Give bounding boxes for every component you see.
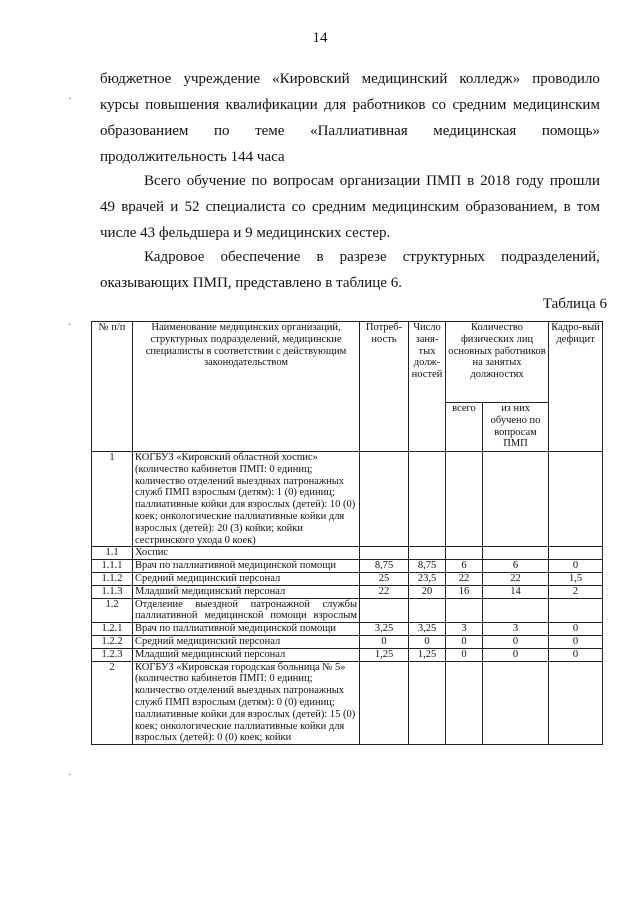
cell-num: 1.2.1: [92, 623, 133, 636]
table-row: [92, 560, 603, 573]
word: обучение: [186, 173, 246, 189]
cell-deficit: 0: [549, 560, 603, 573]
word: медицинская: [433, 123, 517, 139]
cell-name: Врач по паллиативной медицинской помощи: [133, 623, 360, 636]
word: «Паллиативная: [310, 123, 408, 139]
word: ПМП: [426, 173, 462, 189]
cell-num: 1.2.2: [92, 635, 133, 648]
word: разрезе: [339, 249, 387, 265]
table-row: [92, 661, 603, 745]
cell-positions: 8,75: [409, 560, 446, 573]
word: помощь»: [541, 123, 600, 139]
cell-trained: 0: [483, 635, 549, 648]
cell-need: 3,25: [360, 623, 409, 636]
word: медицинский: [361, 71, 448, 87]
cell-total: [446, 661, 483, 745]
cell-total: 0: [446, 635, 483, 648]
cell-num: 1.2.3: [92, 648, 133, 661]
word: «Кировский: [272, 71, 350, 87]
cell-deficit: 0: [549, 623, 603, 636]
paragraph-line: [100, 194, 600, 220]
table-row: [92, 452, 603, 547]
paragraph-line: [100, 92, 600, 118]
cell-positions: [409, 547, 446, 560]
table-row: [92, 598, 603, 623]
word: Всего: [144, 173, 181, 189]
header-name: Наименование медицинских организаций, структурных подразделений, медицинские специалисты в соответствии с действующим законодательством: [133, 322, 360, 452]
word: подразделений,: [501, 249, 600, 265]
cell-need: 25: [360, 572, 409, 585]
cell-deficit: [549, 547, 603, 560]
word: проводило: [532, 71, 600, 87]
cell-trained: 3: [483, 623, 549, 636]
word: курсы: [100, 97, 139, 113]
cell-total: 16: [446, 585, 483, 598]
word: образованием: [100, 123, 189, 139]
cell-trained: 22: [483, 572, 549, 585]
cell-name: Средний медицинский персонал: [133, 635, 360, 648]
cell-num: 1.2: [92, 598, 133, 623]
cell-trained: [483, 452, 549, 547]
word: колледж»: [459, 71, 521, 87]
table-row: [92, 648, 603, 661]
word: по: [251, 173, 268, 189]
word: обеспечение: [220, 249, 301, 265]
cell-name: Младший медицинский персонал: [133, 648, 360, 661]
word: бюджетное: [100, 71, 172, 87]
cell-trained: 14: [483, 585, 549, 598]
cell-deficit: [549, 452, 603, 547]
table-row: [92, 547, 603, 560]
word: в: [316, 249, 324, 265]
cell-positions: [409, 452, 446, 547]
word: прошли: [549, 173, 600, 189]
word: медицинским: [512, 97, 600, 113]
table-row: [92, 635, 603, 648]
scan-mark: ·: [68, 94, 72, 105]
cell-num: 1.1.3: [92, 585, 133, 598]
cell-trained: 6: [483, 560, 549, 573]
table-header-row: [92, 322, 603, 403]
cell-need: [360, 547, 409, 560]
paragraph-line: [100, 244, 600, 270]
word: том: [576, 199, 600, 215]
scan-mark: ·: [68, 320, 72, 331]
cell-need: 0: [360, 635, 409, 648]
word: медицинским: [371, 199, 460, 215]
header-positions: Число заня-тых долж-ностей: [409, 322, 446, 452]
cell-deficit: 1,5: [549, 572, 603, 585]
cell-need: 1,25: [360, 648, 409, 661]
paragraph-line: [100, 118, 600, 144]
word: средним: [311, 199, 366, 215]
cell-deficit: 0: [549, 648, 603, 661]
paragraph-line: числе 43 фельдшера и 9 медицинских сестер.: [100, 225, 391, 241]
word: квалификации: [225, 97, 318, 113]
cell-positions: [409, 661, 446, 745]
word: для: [324, 97, 347, 113]
word: теме: [255, 123, 285, 139]
cell-positions: 23,5: [409, 572, 446, 585]
cell-deficit: [549, 598, 603, 623]
header-deficit: Кадро-вый дефицит: [549, 322, 603, 452]
cell-trained: [483, 661, 549, 745]
word: структурных: [402, 249, 486, 265]
cell-num: 1.1.1: [92, 560, 133, 573]
cell-num: 1.1.2: [92, 572, 133, 585]
paragraph-line: продолжительность 144 часа: [100, 149, 285, 165]
cell-need: 8,75: [360, 560, 409, 573]
cell-need: [360, 452, 409, 547]
word: в: [563, 199, 571, 215]
cell-name: Врач по паллиативной медицинской помощи: [133, 560, 360, 573]
paragraph-2: [100, 168, 600, 246]
word: врачей: [121, 199, 165, 215]
word: и: [170, 199, 179, 215]
page-number: 14: [312, 30, 328, 46]
cell-positions: [409, 598, 446, 623]
cell-deficit: 0: [549, 635, 603, 648]
cell-trained: [483, 598, 549, 623]
word: 49: [100, 199, 115, 215]
word: со: [291, 199, 306, 215]
cell-name: Отделение выездной патронажной службы паллиативной медицинской помощи взрослым: [133, 598, 360, 623]
cell-total: [446, 547, 483, 560]
cell-name: КОГБУЗ «Кировский областной хоспис» (количество кабинетов ПМП: 0 единиц; количество отделений выездных патронажных служб ПМП взрослым (детям): 1 (0) единиц; паллиативные койки для взрослых (детей): 10 (0) коек; онкологические паллиативные койки для взрослых (детей): 20 (3) койки; койки сестринского ухода 0 коек): [133, 452, 360, 547]
cell-total: 0: [446, 648, 483, 661]
header-total: всего: [446, 403, 483, 452]
cell-total: [446, 452, 483, 547]
cell-trained: 0: [483, 648, 549, 661]
cell-need: [360, 598, 409, 623]
cell-total: 3: [446, 623, 483, 636]
paragraph-3: [100, 244, 600, 296]
staffing-table: [91, 321, 603, 745]
paragraph-line: [100, 66, 600, 92]
word: образованием,: [465, 199, 558, 215]
cell-num: 1.1: [92, 547, 133, 560]
cell-num: 1: [92, 452, 133, 547]
cell-need: [360, 661, 409, 745]
word: вопросам: [272, 173, 334, 189]
cell-deficit: [549, 661, 603, 745]
word: по: [213, 123, 230, 139]
header-num: № п/п: [92, 322, 133, 452]
word: 52: [184, 199, 200, 215]
cell-positions: 3,25: [409, 623, 446, 636]
cell-positions: 20: [409, 585, 446, 598]
word: учреждение: [183, 71, 261, 87]
cell-positions: 1,25: [409, 648, 446, 661]
word: в: [467, 173, 475, 189]
cell-num: 2: [92, 661, 133, 745]
header-physical: Количество физических лиц основных работников на занятых должностях: [446, 322, 549, 403]
cell-total: [446, 598, 483, 623]
table-caption: Таблица 6: [542, 296, 607, 312]
word: повышения: [145, 97, 220, 113]
cell-need: 22: [360, 585, 409, 598]
cell-name: Хоспис: [133, 547, 360, 560]
word: специалиста: [205, 199, 286, 215]
cell-total: 22: [446, 572, 483, 585]
header-trained: из них обучено по вопросам ПМП: [483, 403, 549, 452]
paragraph-1: [100, 66, 600, 170]
table-row: [92, 585, 603, 598]
word: Кадровое: [144, 249, 205, 265]
cell-total: 6: [446, 560, 483, 573]
cell-name: КОГБУЗ «Кировская городская больница № 5» (количество кабинетов ПМП: 0 единиц; количество отделений выездных патронажных служб ПМП взрослым (детям): 0 (0) единиц; паллиативные койки для взрослых (детей): 15 (0) коек; онкологические паллиативные койки для взрослых (детей): 0 (0) коек; койки: [133, 661, 360, 745]
header-need: Потреб-ность: [360, 322, 409, 452]
word: организации: [339, 173, 421, 189]
paragraph-line: [100, 168, 600, 194]
cell-deficit: 2: [549, 585, 603, 598]
paragraph-line: оказывающих ПМП, представлено в таблице 6.: [100, 275, 402, 291]
cell-name: Средний медицинский персонал: [133, 572, 360, 585]
word: году: [515, 173, 544, 189]
scan-mark: ·: [68, 770, 72, 781]
word: 2018: [480, 173, 511, 189]
table-row: [92, 623, 603, 636]
word: средним: [452, 97, 507, 113]
cell-name: Младший медицинский персонал: [133, 585, 360, 598]
word: работников: [352, 97, 426, 113]
cell-trained: [483, 547, 549, 560]
table-row: [92, 572, 603, 585]
cell-positions: 0: [409, 635, 446, 648]
word: со: [431, 97, 447, 113]
